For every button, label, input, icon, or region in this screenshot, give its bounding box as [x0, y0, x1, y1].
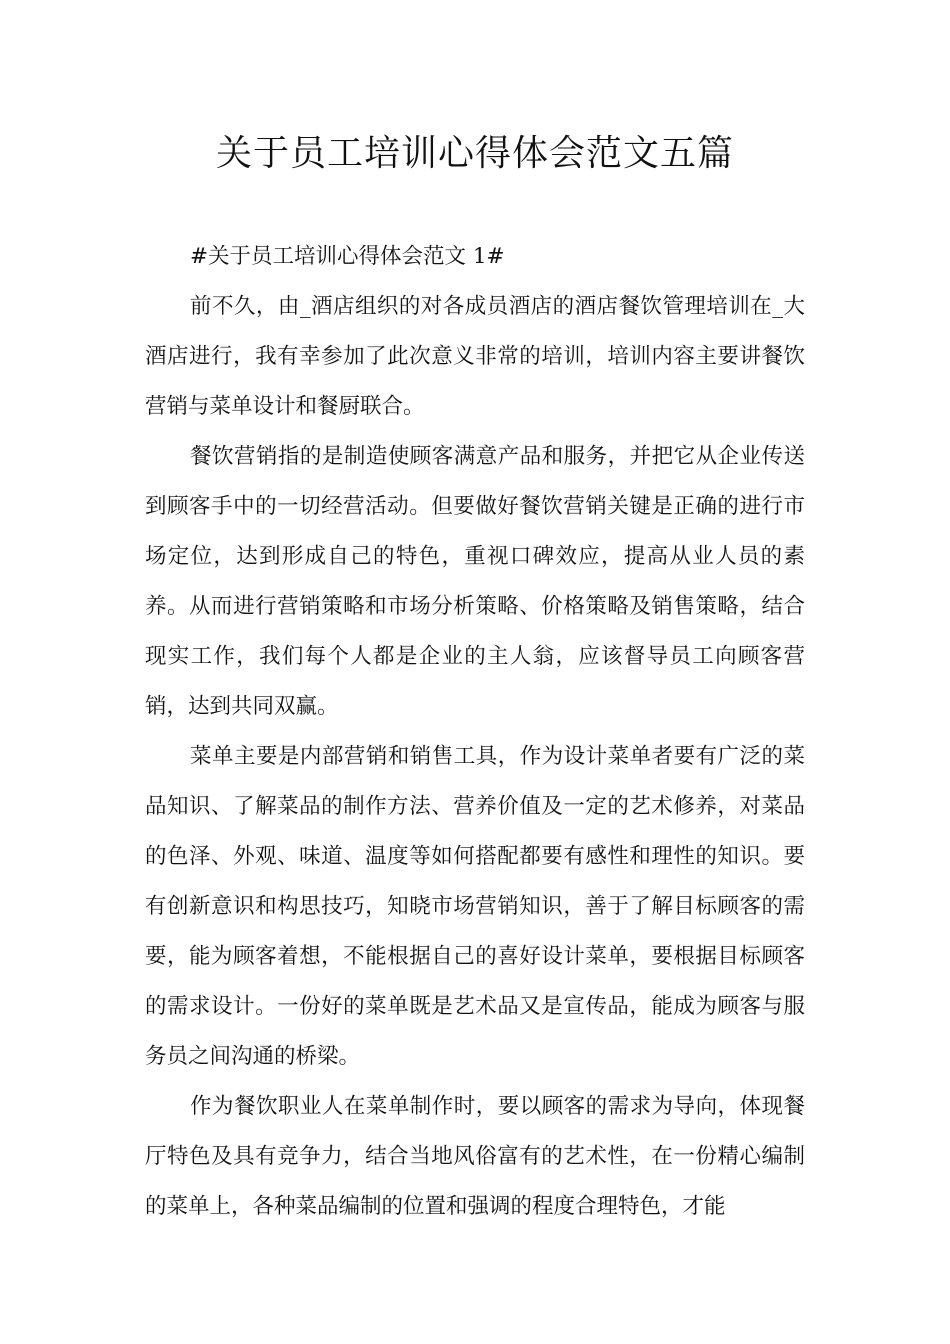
document-body [145, 232, 805, 1232]
paragraph: 餐饮营销指的是制造使顾客满意产品和服务，并把它从企业传送到顾客手中的一切经营活动。但要做好餐饮营销关键是正确的进行市场定位，达到形成自己的特色，重视口碑效应，提高从业人员的素养。从而进行营销策略和市场分析策略、价格策略及销售策略，结合现实工作，我们每个人都是企业的主人翁，应该督导员工向顾客营销，达到共同双赢。 [145, 444, 805, 719]
document-title: 关于员工培训心得体会范文五篇 [215, 133, 734, 174]
paragraph: 前不久，由_酒店组织的对各成员酒店的酒店餐饮管理培训在_大酒店进行，我有幸参加了此次意义非常的培训，培训内容主要讲餐饮营销与菜单设计和餐厨联合。 [145, 294, 805, 419]
paragraph: 菜单主要是内部营销和销售工具，作为设计菜单者要有广泛的菜品知识、了解菜品的制作方法、营养价值及一定的艺术修养，对菜品的色泽、外观、味道、温度等如何搭配都要有感性和理性的知识。要有创新意识和构思技巧，知晓市场营销知识，善于了解目标顾客的需要，能为顾客着想，不能根据自己的喜好设计菜单，要根据目标顾客的需求设计。一份好的菜单既是艺术品又是宣传品，能成为顾客与服务员之间沟通的桥梁。 [145, 744, 805, 1069]
paragraph: 作为餐饮职业人在菜单制作时，要以顾客的需求为导向，体现餐厅特色及具有竞争力，结合当地风俗富有的艺术性，在一份精心编制的菜单上，各种菜品编制的位置和强调的程度合理特色，才能 [145, 1094, 805, 1219]
section-heading: #关于员工培训心得体会范文 1# [190, 244, 505, 269]
